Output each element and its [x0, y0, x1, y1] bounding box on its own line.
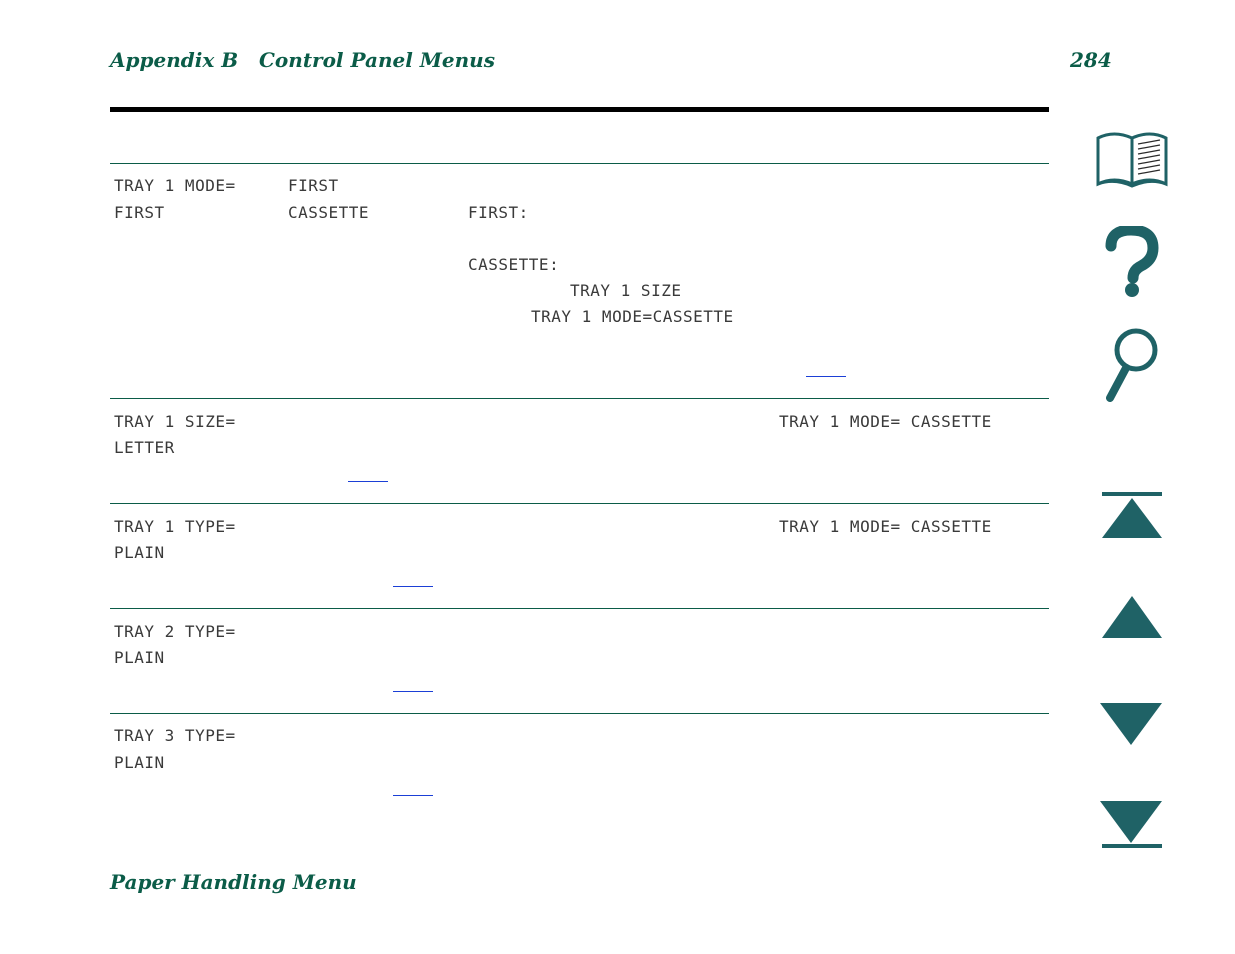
mode-note: TRAY 1 MODE= CASSETTE: [779, 517, 992, 536]
cross-reference-link[interactable]: [393, 691, 433, 692]
cross-reference-link[interactable]: [348, 481, 388, 482]
menu-item-tray1-mode: TRAY 1 MODE=: [114, 176, 236, 195]
row-divider: [110, 503, 1049, 504]
help-question-icon[interactable]: [1101, 226, 1161, 302]
cross-reference-link[interactable]: [806, 376, 846, 377]
cross-reference-link[interactable]: [393, 586, 433, 587]
menu-item-tray3-type: TRAY 3 TYPE=: [114, 726, 236, 745]
default-value: LETTER: [114, 438, 175, 457]
desc-tray1-mode-cassette: TRAY 1 MODE=CASSETTE: [531, 307, 734, 326]
previous-page-icon[interactable]: [1100, 594, 1164, 644]
default-value: PLAIN: [114, 543, 165, 562]
desc-cassette-label: CASSETTE:: [468, 255, 560, 274]
mode-note: TRAY 1 MODE= CASSETTE: [779, 412, 992, 431]
value-first: FIRST: [288, 176, 339, 195]
search-magnifier-icon[interactable]: [1102, 328, 1162, 408]
chapter-title: Appendix B Control Panel Menus: [110, 48, 495, 72]
default-value: FIRST: [114, 203, 165, 222]
page-number: 284: [1070, 48, 1112, 72]
cross-reference-link[interactable]: [393, 795, 433, 796]
first-page-icon[interactable]: [1100, 490, 1164, 544]
last-page-icon[interactable]: [1098, 799, 1164, 855]
desc-first-label: FIRST:: [468, 203, 529, 222]
row-divider: [110, 398, 1049, 399]
next-page-icon[interactable]: [1098, 701, 1164, 751]
row-divider: [110, 713, 1049, 714]
desc-tray1-size: TRAY 1 SIZE: [570, 281, 682, 300]
menu-item-tray1-type: TRAY 1 TYPE=: [114, 517, 236, 536]
menu-item-tray2-type: TRAY 2 TYPE=: [114, 622, 236, 641]
value-cassette: CASSETTE: [288, 203, 370, 222]
default-value: PLAIN: [114, 753, 165, 772]
default-value: PLAIN: [114, 648, 165, 667]
book-icon[interactable]: [1094, 128, 1170, 192]
row-divider: [110, 608, 1049, 609]
section-link-paper-handling-menu[interactable]: Paper Handling Menu: [110, 870, 357, 894]
header-rule: [110, 107, 1049, 112]
menu-item-tray1-size: TRAY 1 SIZE=: [114, 412, 236, 431]
row-divider: [110, 163, 1049, 164]
